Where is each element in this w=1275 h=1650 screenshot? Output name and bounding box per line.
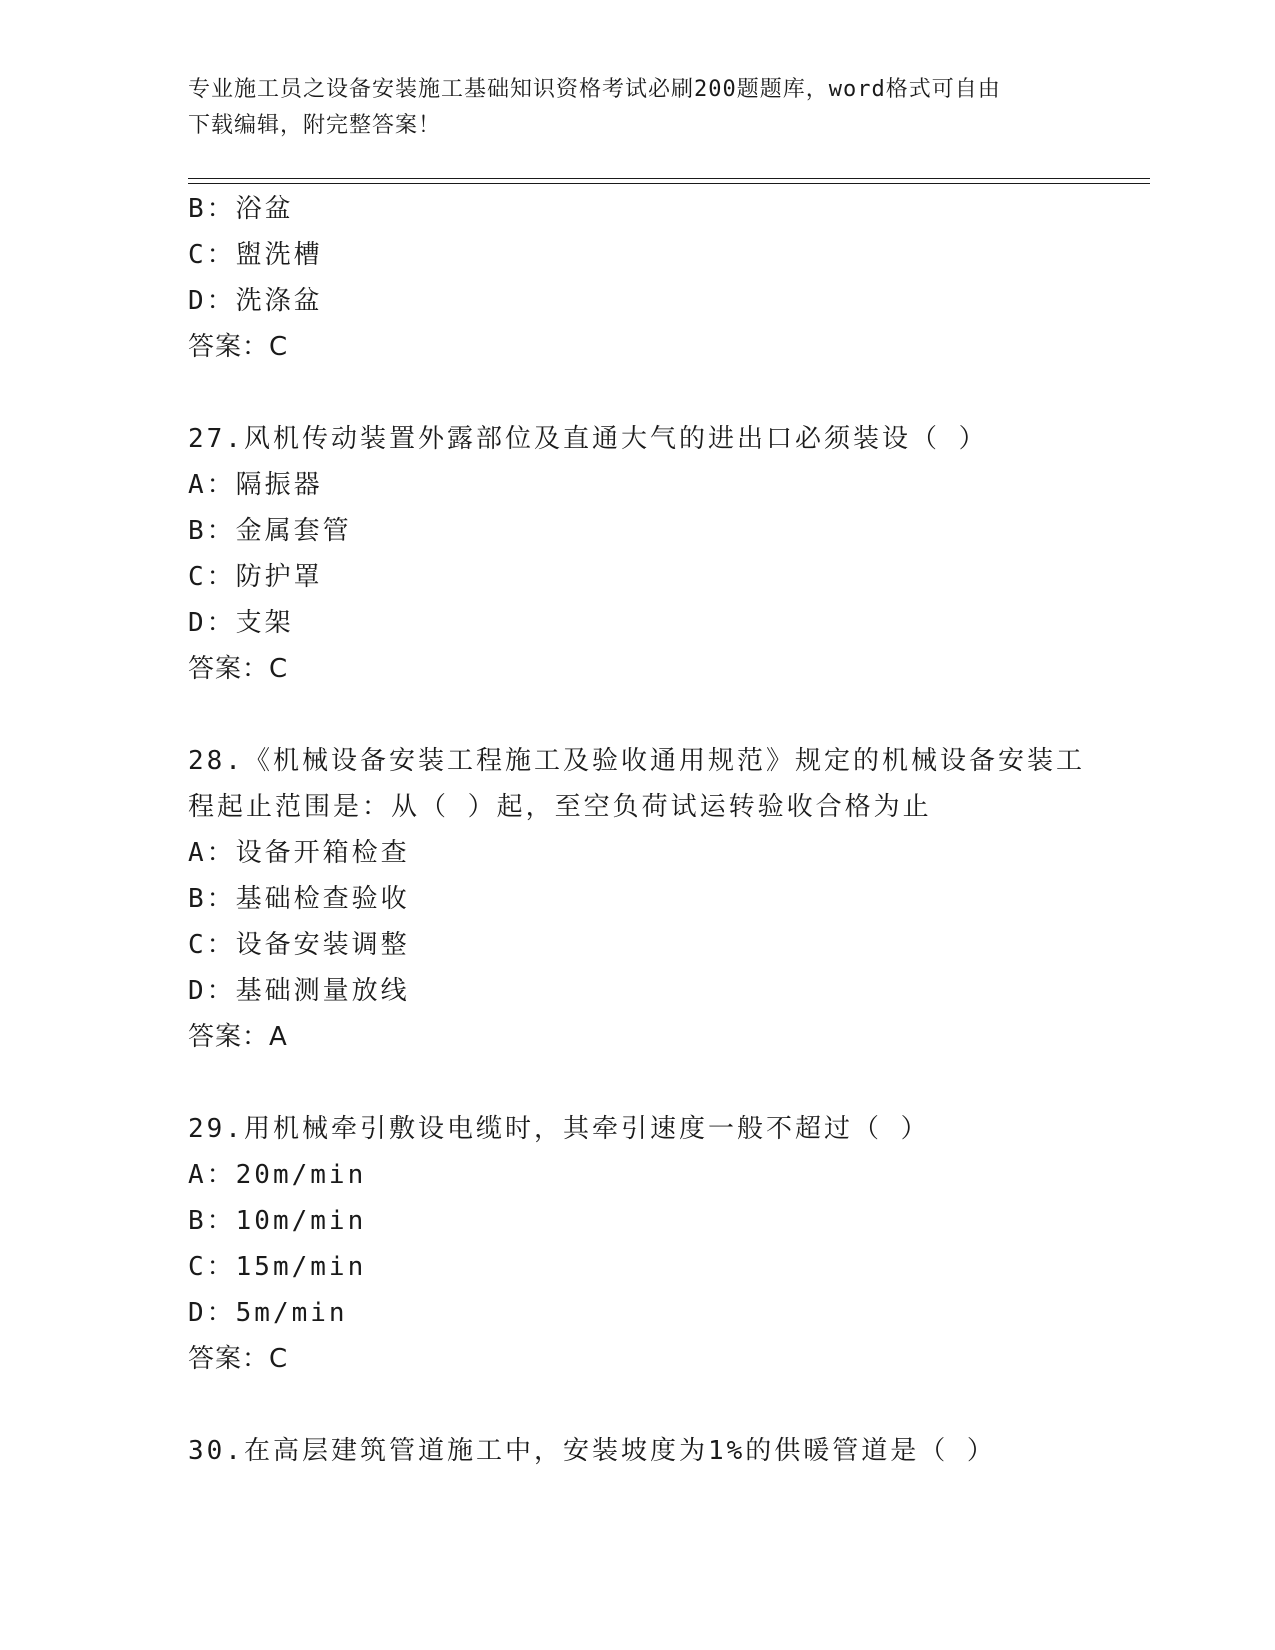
question-30 xyxy=(188,1428,1088,1474)
question-29 xyxy=(188,1106,1088,1382)
option-a: A：隔振器 xyxy=(188,470,323,500)
answer-line: 答案：C xyxy=(188,1344,289,1374)
question-stem-continued: 程起止范围是：从（ ）起，至空负荷试运转验收合格为止 xyxy=(188,792,932,822)
question-27 xyxy=(188,416,1088,692)
answer-line: 答案：C xyxy=(188,332,289,362)
option-a: A：20m/min xyxy=(188,1160,367,1190)
option-c: C：防护罩 xyxy=(188,562,323,592)
option-a: A：设备开箱检查 xyxy=(188,838,410,868)
answer-line: 答案：C xyxy=(188,654,289,684)
option-b: B：浴盆 xyxy=(188,194,294,224)
option-d: D：基础测量放线 xyxy=(188,976,410,1006)
option-b: B：基础检查验收 xyxy=(188,884,410,914)
option-c: C：设备安装调整 xyxy=(188,930,410,960)
question-28 xyxy=(188,738,1088,1060)
option-d: D：支架 xyxy=(188,608,294,638)
header-line-2: 下载编辑，附完整答案！ xyxy=(188,113,442,138)
partial-question xyxy=(188,186,1088,370)
option-b: B：10m/min xyxy=(188,1206,367,1236)
option-d: D：5m/min xyxy=(188,1298,348,1328)
option-c: C：盥洗槽 xyxy=(188,240,323,270)
question-stem: 27.风机传动装置外露部位及直通大气的进出口必须装设（ ） xyxy=(188,424,988,454)
question-stem: 30.在高层建筑管道施工中，安装坡度为1%的供暖管道是（ ） xyxy=(188,1436,996,1466)
header-divider-bottom xyxy=(188,183,1150,184)
answer-line: 答案：A xyxy=(188,1022,288,1052)
option-c: C：15m/min xyxy=(188,1252,367,1282)
question-list xyxy=(188,186,1088,1474)
question-stem: 28.《机械设备安装工程施工及验收通用规范》规定的机械设备安装工 xyxy=(188,746,1085,776)
option-d: D：洗涤盆 xyxy=(188,286,323,316)
header-line-1: 专业施工员之设备安装施工基础知识资格考试必刷200题题库，word格式可自由 xyxy=(188,77,1001,102)
page-header xyxy=(188,72,1088,144)
question-stem: 29.用机械牵引敷设电缆时，其牵引速度一般不超过（ ） xyxy=(188,1114,930,1144)
header-divider-top xyxy=(188,178,1150,179)
option-b: B：金属套管 xyxy=(188,516,352,546)
